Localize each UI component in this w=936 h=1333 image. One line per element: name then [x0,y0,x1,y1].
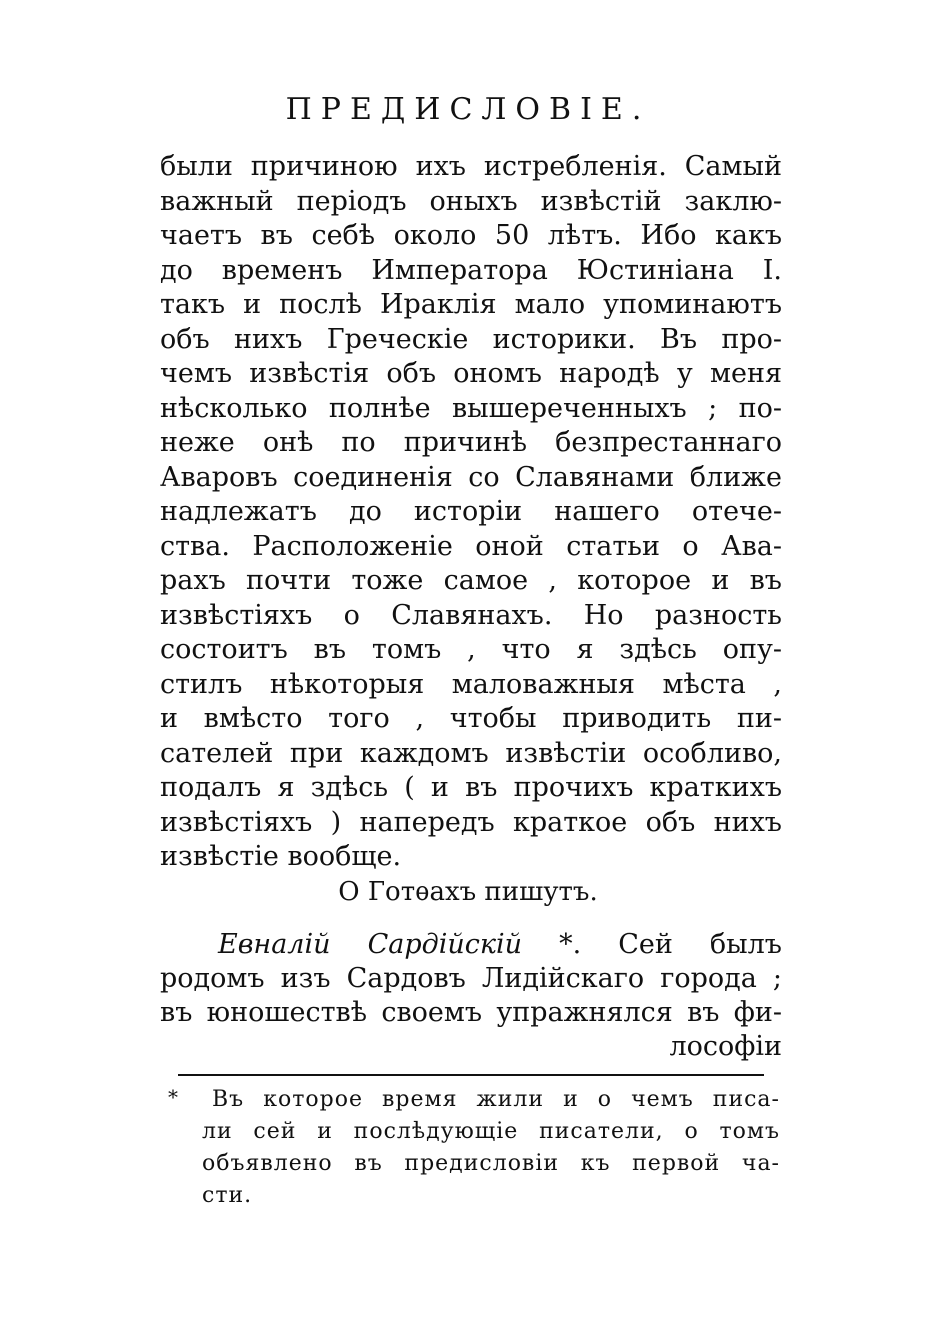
author-name: Евналiй Сардiйскiй [218,929,523,960]
entry-first-line [160,928,782,962]
body-line: были причиною ихъ истребленiя. Самый [160,151,782,182]
body-line: чаетъ въ себѣ около 50 лѣтъ. Ибо какъ [160,220,782,251]
body-line: до временъ Императора Юстинiана I. [160,254,782,286]
body-line: такъ и послѣ Ираклiя мало упоминаютъ [160,289,782,320]
footnote-mark: * [168,1085,178,1109]
body-line: важный перiодъ оныхъ извѣстiй заклю- [160,185,782,217]
body-line: извѣстiе вообще. [160,841,402,872]
body-line: чемъ извѣстiя объ ономъ народѣ у меня [160,358,782,389]
footnote-line: сти. [202,1183,253,1208]
body-line: подалъ я здѣсь ( и въ прочихъ краткихъ [160,772,782,803]
body-line: надлежатъ до исторiи нашего отече- [160,496,782,527]
body-line: и вмѣсто того , чтобы приводить пи- [160,703,782,734]
body-line: извѣстiяхъ о Славянахъ. Но разность [160,599,782,631]
entry-line: родомъ изъ Сардовъ Лидiйскаго города ; [160,963,782,994]
body-line: нѣсколько полнѣе вышереченныхъ ; по- [160,392,782,424]
catchword: лософiи [669,1031,782,1062]
footnote [168,1084,780,1212]
entry-text: . Сей былъ [572,929,782,960]
body-line: стилъ нѣкоторыя маловажныя мѣста , [160,668,782,700]
body-line: извѣстiяхъ ) напередъ краткое объ нихъ [160,806,782,838]
body-line: состоитъ въ томъ , что я здѣсь опу- [160,634,782,665]
footnote-line: объявлено въ предисловiи къ первой ча- [202,1151,780,1176]
entry-line: въ юношествѣ своемъ упражнялся въ фи- [160,997,782,1028]
footnote-line: ли сей и послѣдующiе писатели, о томъ [202,1119,780,1144]
body-line: Аваровъ соединенiя со Славянами ближе [160,461,782,493]
footnote-line: Въ которое время жили и о чемъ писа- [212,1087,780,1112]
body-line: ства. Расположенiе оной статьи о Ава- [160,530,782,562]
footnote-rule [178,1074,764,1076]
body-line: неже онѣ по причинѣ безпрестаннаго [160,427,782,458]
body-line: рахъ почти тоже самое , которое и въ [160,565,782,596]
running-head: ПРЕДИСЛОВIЕ. [285,92,651,127]
author-entry [160,928,782,1064]
body-line: сателей при каждомъ извѣстiи особливо, [160,737,782,769]
section-heading: О Готѳахъ пишутъ. [338,877,598,907]
body-text [160,150,782,875]
body-line: объ нихъ Греческiе историки. Въ про- [160,323,782,355]
footnote-reference: * [559,929,573,960]
